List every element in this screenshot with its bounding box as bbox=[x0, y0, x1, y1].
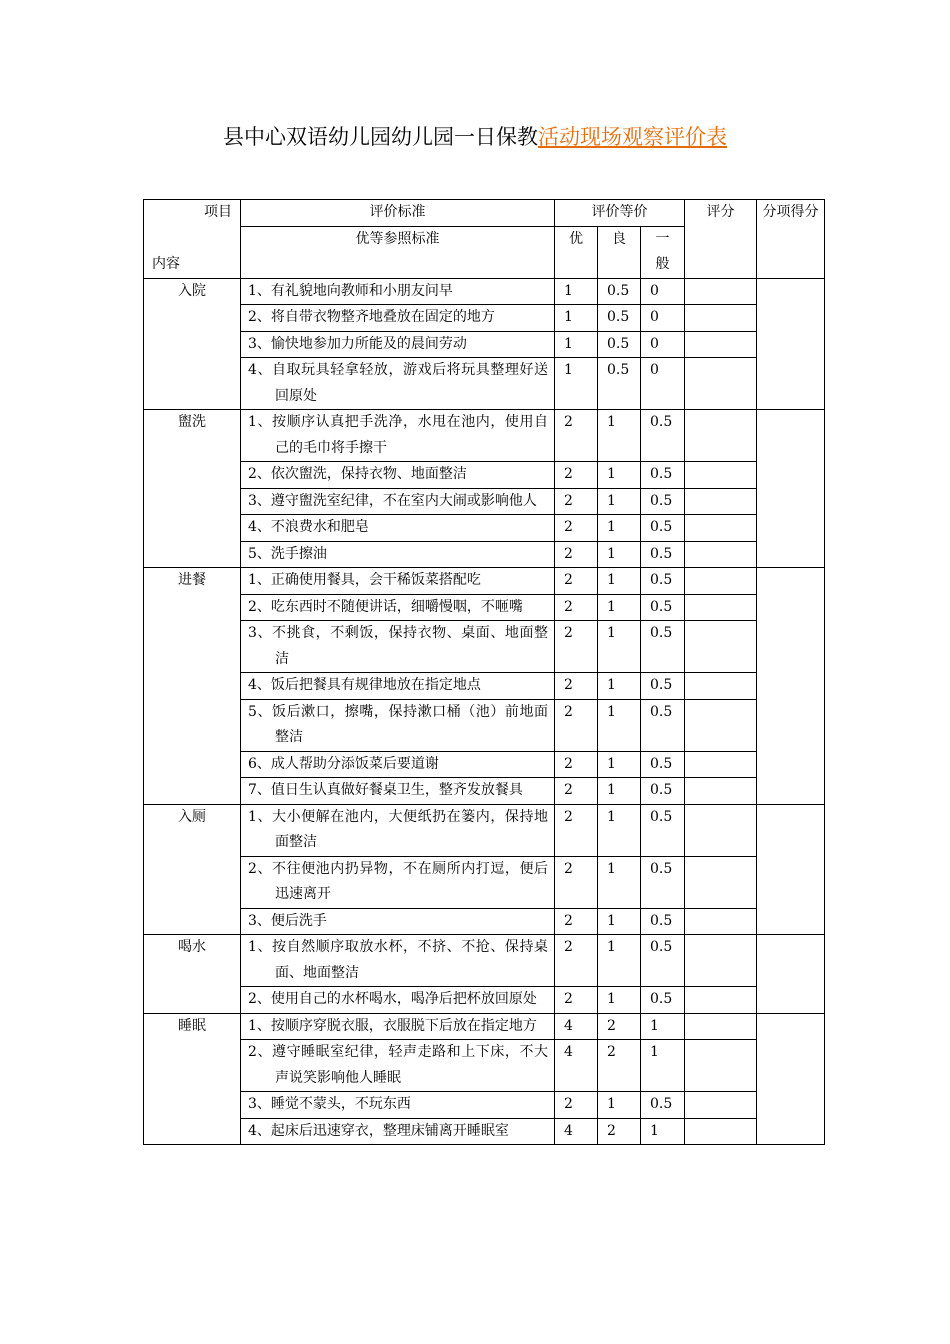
grade-good-value: 1 bbox=[598, 515, 641, 542]
table-row bbox=[144, 987, 825, 1014]
criterion-cell bbox=[241, 278, 555, 305]
title-main: 县中心双语幼儿园幼儿园一日保教 bbox=[223, 125, 538, 149]
grade-good-value: 1 bbox=[598, 778, 641, 805]
score-cell bbox=[685, 1013, 757, 1040]
table-row bbox=[144, 673, 825, 700]
criterion-cell bbox=[241, 1118, 555, 1145]
score-cell bbox=[685, 699, 757, 751]
table-row bbox=[144, 1040, 825, 1092]
table-row bbox=[144, 541, 825, 568]
table-row bbox=[144, 278, 825, 305]
table-row bbox=[144, 621, 825, 673]
criterion-text: 4、自取玩具轻拿轻放，游戏后将玩具整理好送回原处 bbox=[248, 362, 548, 404]
grade-excellent-value: 2 bbox=[555, 673, 598, 700]
header-subtotal: 分项得分 bbox=[757, 200, 825, 279]
grade-fair-value: 0.5 bbox=[641, 935, 685, 987]
criterion-text: 3、不挑食，不剩饭，保持衣物、桌面、地面整洁 bbox=[248, 625, 548, 667]
grade-excellent-value: 2 bbox=[555, 410, 598, 462]
table-row bbox=[144, 856, 825, 908]
grade-fair-value: 1 bbox=[641, 1040, 685, 1092]
header-grade: 评价等价 bbox=[555, 200, 685, 227]
grade-fair-value: 0.5 bbox=[641, 1092, 685, 1119]
grade-good-value: 0.5 bbox=[598, 358, 641, 410]
grade-excellent-value: 2 bbox=[555, 1092, 598, 1119]
criterion-text: 2、遵守睡眠室纪律，轻声走路和上下床，不大声说笑影响他人睡眠 bbox=[248, 1044, 548, 1086]
table-row bbox=[144, 1013, 825, 1040]
document-title bbox=[0, 122, 950, 152]
criterion-text: 1、正确使用餐具，会干稀饭菜搭配吃 bbox=[248, 572, 481, 588]
category-cell: 进餐 bbox=[144, 568, 241, 805]
grade-good-value: 1 bbox=[598, 462, 641, 489]
evaluation-table bbox=[143, 199, 825, 1145]
score-cell bbox=[685, 987, 757, 1014]
category-cell: 盥洗 bbox=[144, 410, 241, 568]
grade-good-value: 1 bbox=[598, 935, 641, 987]
grade-fair-value: 0.5 bbox=[641, 751, 685, 778]
grade-good-value: 2 bbox=[598, 1118, 641, 1145]
grade-excellent-value: 4 bbox=[555, 1013, 598, 1040]
table-row bbox=[144, 462, 825, 489]
score-cell bbox=[685, 410, 757, 462]
score-cell bbox=[685, 1118, 757, 1145]
score-cell bbox=[685, 331, 757, 358]
grade-fair-value: 1 bbox=[641, 1118, 685, 1145]
table-row bbox=[144, 751, 825, 778]
grade-fair-value: 0.5 bbox=[641, 515, 685, 542]
criterion-cell bbox=[241, 987, 555, 1014]
criterion-cell bbox=[241, 908, 555, 935]
subtotal-cell bbox=[757, 568, 825, 805]
score-cell bbox=[685, 1040, 757, 1092]
criterion-text: 2、依次盥洗，保持衣物、地面整洁 bbox=[248, 466, 467, 482]
grade-fair-value: 0.5 bbox=[641, 699, 685, 751]
grade-good-value: 2 bbox=[598, 1040, 641, 1092]
grade-excellent-value: 2 bbox=[555, 804, 598, 856]
criterion-cell bbox=[241, 1013, 555, 1040]
score-cell bbox=[685, 621, 757, 673]
subtotal-cell bbox=[757, 278, 825, 410]
criterion-text: 1、大小便解在池内，大便纸扔在篓内，保持地面整洁 bbox=[248, 808, 548, 850]
grade-excellent-value: 1 bbox=[555, 278, 598, 305]
header-content-label: 内容 bbox=[152, 256, 180, 272]
criterion-text: 6、成人帮助分添饭菜后要道谢 bbox=[248, 755, 439, 772]
criterion-cell bbox=[241, 751, 555, 778]
criterion-cell bbox=[241, 1092, 555, 1119]
grade-fair-value: 0.5 bbox=[641, 488, 685, 515]
header-criteria: 评价标准 bbox=[241, 200, 555, 227]
grade-fair-value: 0.5 bbox=[641, 621, 685, 673]
criterion-cell bbox=[241, 594, 555, 621]
criterion-cell bbox=[241, 410, 555, 462]
criterion-cell bbox=[241, 358, 555, 410]
grade-fair-value: 0 bbox=[641, 331, 685, 358]
table-row bbox=[144, 804, 825, 856]
score-cell bbox=[685, 594, 757, 621]
header-criteria-sub: 优等参照标准 bbox=[241, 226, 555, 278]
score-cell bbox=[685, 673, 757, 700]
table-row bbox=[144, 778, 825, 805]
grade-good-value: 1 bbox=[598, 908, 641, 935]
criterion-text: 4、饭后把餐具有规律地放在指定地点 bbox=[248, 677, 481, 693]
table-row bbox=[144, 488, 825, 515]
criterion-text: 7、值日生认真做好餐桌卫生，整齐发放餐具 bbox=[248, 782, 523, 798]
criterion-cell bbox=[241, 673, 555, 700]
grade-good-value: 1 bbox=[598, 804, 641, 856]
grade-excellent-value: 2 bbox=[555, 515, 598, 542]
criterion-text: 5、洗手擦油 bbox=[248, 545, 327, 562]
criterion-cell bbox=[241, 621, 555, 673]
grade-excellent-value: 2 bbox=[555, 594, 598, 621]
score-cell bbox=[685, 462, 757, 489]
grade-fair-value: 0.5 bbox=[641, 410, 685, 462]
table-row bbox=[144, 410, 825, 462]
grade-excellent-value: 4 bbox=[555, 1118, 598, 1145]
grade-excellent-value: 2 bbox=[555, 778, 598, 805]
criterion-cell bbox=[241, 778, 555, 805]
score-cell bbox=[685, 856, 757, 908]
criterion-text: 4、不浪费水和肥皂 bbox=[248, 519, 369, 535]
grade-excellent-value: 2 bbox=[555, 541, 598, 568]
grade-fair-value: 0.5 bbox=[641, 908, 685, 935]
grade-excellent-value: 2 bbox=[555, 908, 598, 935]
table-row bbox=[144, 699, 825, 751]
criterion-text: 2、将自带衣物整齐地叠放在固定的地方 bbox=[248, 309, 495, 325]
criterion-text: 1、按顺序穿脱衣服，衣服脱下后放在指定地方 bbox=[248, 1017, 537, 1034]
criterion-cell bbox=[241, 1040, 555, 1092]
grade-good-value: 1 bbox=[598, 568, 641, 595]
grade-fair-value: 0.5 bbox=[641, 594, 685, 621]
grade-excellent-value: 2 bbox=[555, 987, 598, 1014]
grade-good-value: 1 bbox=[598, 1092, 641, 1119]
criterion-text: 3、睡觉不蒙头，不玩东西 bbox=[248, 1096, 411, 1112]
table-row bbox=[144, 935, 825, 987]
criterion-text: 1、按顺序认真把手洗净，水甩在池内，使用自己的毛巾将手擦干 bbox=[248, 414, 548, 456]
criterion-text: 3、愉快地参加力所能及的晨间劳动 bbox=[248, 335, 467, 352]
grade-good-value: 0.5 bbox=[598, 331, 641, 358]
table-row bbox=[144, 331, 825, 358]
grade-excellent-value: 2 bbox=[555, 462, 598, 489]
header-score: 评分 bbox=[685, 200, 757, 279]
criterion-cell bbox=[241, 305, 555, 332]
criterion-cell bbox=[241, 935, 555, 987]
criterion-text: 3、便后洗手 bbox=[248, 912, 327, 929]
score-cell bbox=[685, 778, 757, 805]
header-grade-good: 良 bbox=[598, 226, 641, 278]
category-cell: 睡眠 bbox=[144, 1013, 241, 1145]
score-cell bbox=[685, 488, 757, 515]
subtotal-cell bbox=[757, 935, 825, 1014]
criterion-text: 1、按自然顺序取放水杯，不挤、不抢、保持桌面、地面整洁 bbox=[248, 939, 548, 981]
score-cell bbox=[685, 935, 757, 987]
grade-fair-value: 0.5 bbox=[641, 804, 685, 856]
table-row bbox=[144, 594, 825, 621]
header-item-cell bbox=[144, 200, 241, 279]
grade-fair-value: 1 bbox=[641, 1013, 685, 1040]
grade-excellent-value: 2 bbox=[555, 699, 598, 751]
grade-good-value: 2 bbox=[598, 1013, 641, 1040]
grade-good-value: 1 bbox=[598, 673, 641, 700]
score-cell bbox=[685, 278, 757, 305]
grade-excellent-value: 2 bbox=[555, 751, 598, 778]
criterion-cell bbox=[241, 515, 555, 542]
grade-good-value: 1 bbox=[598, 594, 641, 621]
grade-good-value: 0.5 bbox=[598, 305, 641, 332]
category-cell: 喝水 bbox=[144, 935, 241, 1014]
grade-good-value: 1 bbox=[598, 856, 641, 908]
subtotal-cell bbox=[757, 804, 825, 935]
grade-good-value: 1 bbox=[598, 541, 641, 568]
table-row bbox=[144, 1118, 825, 1145]
grade-fair-value: 0.5 bbox=[641, 541, 685, 568]
grade-fair-value: 0 bbox=[641, 305, 685, 332]
grade-excellent-value: 1 bbox=[555, 305, 598, 332]
score-cell bbox=[685, 541, 757, 568]
grade-excellent-value: 1 bbox=[555, 331, 598, 358]
table-row bbox=[144, 568, 825, 595]
score-cell bbox=[685, 751, 757, 778]
criterion-text: 5、饭后漱口，擦嘴，保持漱口桶（池）前地面整洁 bbox=[248, 703, 548, 745]
score-cell bbox=[685, 515, 757, 542]
category-cell: 入院 bbox=[144, 278, 241, 410]
criterion-cell bbox=[241, 488, 555, 515]
table-row bbox=[144, 515, 825, 542]
criterion-cell bbox=[241, 699, 555, 751]
grade-excellent-value: 2 bbox=[555, 935, 598, 987]
grade-fair-value: 0.5 bbox=[641, 568, 685, 595]
table-row bbox=[144, 1092, 825, 1119]
criterion-cell bbox=[241, 856, 555, 908]
criterion-cell bbox=[241, 541, 555, 568]
score-cell bbox=[685, 1092, 757, 1119]
grade-good-value: 1 bbox=[598, 410, 641, 462]
criterion-cell bbox=[241, 804, 555, 856]
category-cell: 入厕 bbox=[144, 804, 241, 935]
grade-excellent-value: 2 bbox=[555, 488, 598, 515]
criterion-text: 3、遵守盥洗室纪律，不在室内大闹或影响他人 bbox=[248, 492, 537, 509]
grade-excellent-value: 2 bbox=[555, 856, 598, 908]
grade-fair-value: 0.5 bbox=[641, 673, 685, 700]
criterion-text: 2、不往便池内扔异物，不在厕所内打逗，便后迅速离开 bbox=[248, 860, 548, 902]
grade-fair-value: 0.5 bbox=[641, 462, 685, 489]
header-grade-excellent: 优 bbox=[555, 226, 598, 278]
table-row bbox=[144, 305, 825, 332]
grade-excellent-value: 2 bbox=[555, 621, 598, 673]
criterion-cell bbox=[241, 568, 555, 595]
grade-good-value: 1 bbox=[598, 699, 641, 751]
score-cell bbox=[685, 305, 757, 332]
criterion-cell bbox=[241, 462, 555, 489]
grade-fair-value: 0.5 bbox=[641, 856, 685, 908]
grade-good-value: 0.5 bbox=[598, 278, 641, 305]
score-cell bbox=[685, 568, 757, 595]
grade-excellent-value: 2 bbox=[555, 568, 598, 595]
grade-good-value: 1 bbox=[598, 987, 641, 1014]
criterion-text: 2、使用自己的水杯喝水，喝净后把杯放回原处 bbox=[248, 991, 537, 1007]
header-row bbox=[144, 200, 825, 227]
criterion-text: 4、起床后迅速穿衣，整理床铺离开睡眠室 bbox=[248, 1122, 509, 1139]
grade-fair-value: 0 bbox=[641, 358, 685, 410]
criterion-cell bbox=[241, 331, 555, 358]
grade-fair-value: 0 bbox=[641, 278, 685, 305]
subtotal-cell bbox=[757, 410, 825, 568]
grade-good-value: 1 bbox=[598, 751, 641, 778]
table-row bbox=[144, 908, 825, 935]
grade-good-value: 1 bbox=[598, 621, 641, 673]
header-grade-fair: 一般 bbox=[641, 226, 685, 278]
grade-fair-value: 0.5 bbox=[641, 987, 685, 1014]
grade-excellent-value: 1 bbox=[555, 358, 598, 410]
criterion-text: 2、吃东西时不随便讲话，细嚼慢咽，不咂嘴 bbox=[248, 598, 523, 615]
score-cell bbox=[685, 908, 757, 935]
subtotal-cell bbox=[757, 1013, 825, 1145]
grade-good-value: 1 bbox=[598, 488, 641, 515]
score-cell bbox=[685, 358, 757, 410]
criterion-text: 1、有礼貌地向教师和小朋友问早 bbox=[248, 282, 453, 299]
header-item-label: 项目 bbox=[204, 204, 232, 220]
grade-fair-value: 0.5 bbox=[641, 778, 685, 805]
grade-excellent-value: 4 bbox=[555, 1040, 598, 1092]
table-row bbox=[144, 358, 825, 410]
title-highlight: 活动现场观察评价表 bbox=[538, 125, 727, 149]
score-cell bbox=[685, 804, 757, 856]
